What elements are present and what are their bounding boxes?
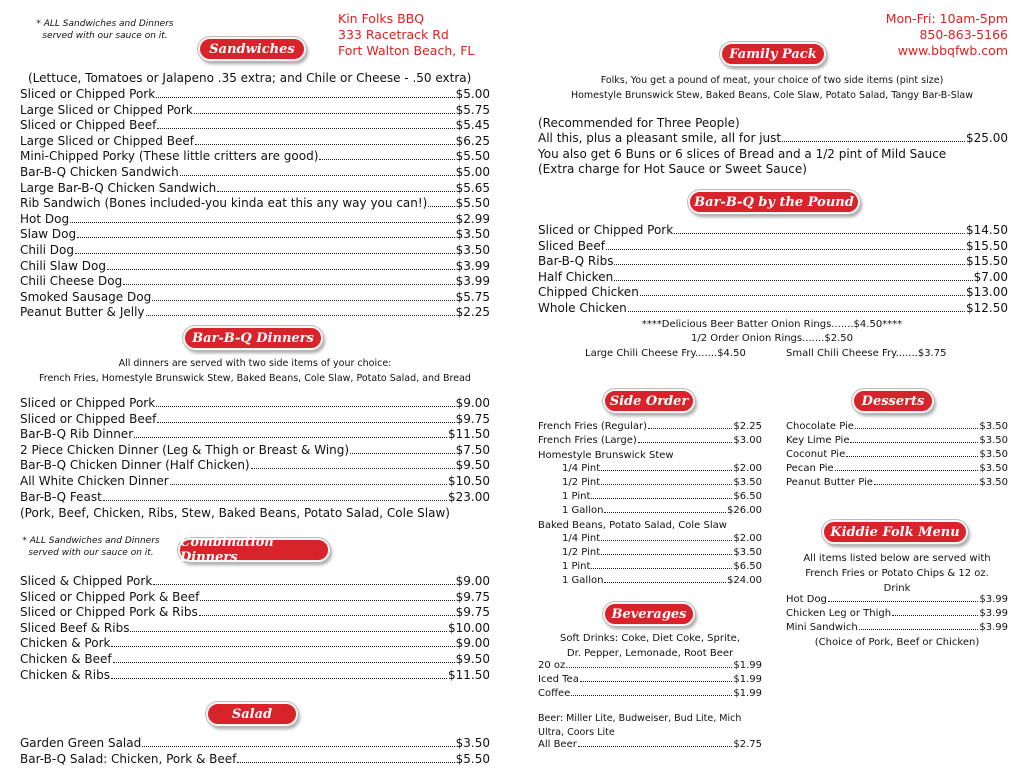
sandwich-row [20,227,490,243]
dot-leader [640,295,965,296]
dot-leader [591,568,732,569]
item-name: Chili Dog [20,243,74,257]
item-price: $9.75 [455,411,490,426]
dot-leader [601,470,732,471]
desserts-heading: Desserts [852,389,934,413]
combination-row [20,668,490,684]
pound-row [538,285,1008,301]
item-name: Bar-B-Q Chicken Dinner (Half Chicken) [20,458,250,473]
item-price: $5.50 [455,751,490,766]
dot-leader [892,615,978,616]
item-price: $3.00 [733,435,762,447]
item-price: $3.50 [979,435,1008,447]
item-price: $14.50 [966,223,1008,237]
item-name: Sliced or Chipped Pork [20,396,156,410]
item-name: 1 Pint [562,491,591,503]
dot-leader [855,428,978,429]
dot-leader [628,311,965,312]
dessert-row [786,477,1008,491]
item-price: $6.50 [733,491,762,503]
large-chili-cheese-fry: Large Chili Cheese Fry.......$4.50 [585,348,746,359]
dot-leader [859,629,979,630]
combination-row [20,590,490,606]
all-beer-row: All Beer $2.75 [538,739,762,750]
combination-row [20,621,490,637]
website: www.bbqfwb.com [897,43,1008,58]
item-name: Sliced Beef [538,238,605,253]
dinner-row [20,427,490,443]
item-price: $3.99 [979,622,1008,634]
item-name: Chocolate Pie [786,421,854,432]
item-name: French Fries (Large) [538,435,637,447]
dinner-row [20,458,490,474]
stew-row [562,463,762,477]
item-name: Iced Tea [538,674,579,686]
item-price: $9.50 [455,652,490,666]
item-price: $5.45 [455,118,490,133]
dinner-row [20,443,490,459]
dot-leader [195,144,455,145]
item-name: 1 Pint [562,561,591,573]
item-price: $23.00 [448,489,490,504]
item-price: $3.50 [979,463,1008,475]
dot-leader [604,582,726,583]
stew-row [562,491,762,505]
item-name: Rib Sandwich (Bones included-you kinda eat this any way you can!) [20,196,428,211]
item-name: Chicken & Ribs [20,667,110,682]
item-price: $2.00 [733,463,762,474]
item-price: $3.50 [979,477,1008,489]
dot-leader [571,695,732,696]
beans-row [562,547,762,561]
dot-leader [70,222,455,223]
hours: Mon-Fri: 10am-5pm [885,11,1008,26]
item-name: Sliced or Chipped Beef [20,118,157,133]
item-price: $9.00 [455,396,490,410]
dot-leader [850,442,978,443]
dot-leader [828,601,978,602]
item-price: $2.25 [733,421,762,432]
dot-leader [835,470,979,471]
item-name: All White Chicken Dinner [20,474,169,488]
item-price: $12.50 [966,301,1008,315]
family-extra-1: You also get 6 Buns or 6 slices of Bread and a 1/2 pint of Mild Sauce [538,147,947,161]
sandwich-row [20,305,490,321]
combination-row [20,574,490,590]
item-name: Chili Slaw Dog [20,258,106,273]
item-price: $2.25 [455,305,490,320]
family-recommended: (Recommended for Three People) [538,116,740,130]
beans-row [562,561,762,575]
item-name: Sliced or Chipped Pork & Ribs [20,605,198,620]
combination-row [20,636,490,652]
dinners-description: All dinners are served with two side items of your choice: French Fries, Homestyle Brunswick Stew, Baked Beans, Cole Slaw, Potato Salad, and Bread [39,358,471,384]
family-deal-row: All this, plus a pleasant smile, all for just $25.00 [538,131,1008,145]
item-name: Garden Green Salad [20,736,142,750]
dot-leader [77,237,455,238]
dot-leader [107,269,455,270]
family-extra-2: (Extra charge for Hot Sauce or Sweet Sauce) [538,162,807,176]
soft-drinks-description: Soft Drinks: Coke, Diet Coke, Sprite, Dr. Pepper, Lemonade, Root Beer [559,633,741,659]
item-name: Sliced Beef & Ribs [20,620,130,635]
item-price: $7.50 [455,442,490,457]
beans-row [562,575,762,589]
item-name: 1 Gallon [562,575,604,587]
item-name: Large Sliced or Chipped Pork [20,102,193,117]
dot-leader [606,249,965,250]
dot-leader [111,678,447,679]
item-name: Chicken & Pork [20,636,111,651]
item-price: $5.65 [455,180,490,195]
item-price: $3.50 [455,243,490,257]
item-name: Mini Sandwich [786,622,858,634]
item-price: $13.00 [966,285,1008,300]
dot-leader [194,113,455,114]
dot-leader [134,437,447,438]
item-price: $9.75 [455,605,490,620]
item-name: Sliced or Chipped Beef [20,411,157,426]
pound-row [538,270,1008,286]
dot-leader [874,484,978,485]
dot-leader [142,746,454,747]
stew-row [562,477,762,491]
sandwiches-heading: Sandwiches [198,37,306,61]
dot-leader [601,540,732,541]
item-name: Bar-B-Q Rib Dinner [20,427,134,442]
onion-rings: ****Delicious Beer Batter Onion Rings.......$4.50**** [641,319,903,330]
item-name: Bar-B-Q Feast [20,489,102,504]
dot-leader [123,284,454,285]
dot-leader [319,159,454,160]
item-price: $5.00 [455,165,490,179]
item-price: $5.75 [455,289,490,304]
kiddie-description: All items listed below are served with French Fries or Potato Chips & 12 oz. Drink [803,553,991,594]
sandwich-row [20,243,490,259]
dot-leader [638,442,733,443]
beverage-row [538,660,762,674]
item-price: $3.50 [455,736,490,750]
sandwiches-extras: (Lettuce, Tomatoes or Jalapeno .35 extra; and Chile or Cheese - .50 extra) [28,71,472,85]
item-name: Bar-B-Q Salad: Chicken, Pork & Beef [20,751,237,766]
item-price: $9.00 [455,636,490,651]
item-price: $3.99 [979,594,1008,605]
item-name: Key Lime Pie [786,435,850,447]
item-name: 1 Gallon [562,505,604,517]
item-name: Whole Chicken [538,301,627,315]
dessert-row [786,449,1008,463]
item-name: Smoked Sausage Dog [20,289,152,304]
kiddie-row [786,622,1008,636]
phone: 850-863-5166 [919,27,1008,42]
item-name: 1/4 Pint [562,533,601,544]
salad-heading: Salad [206,702,298,726]
dot-leader [614,280,972,281]
feast-note: (Pork, Beef, Chicken, Ribs, Stew, Baked Beans, Potato Salad, Cole Slaw) [20,506,450,520]
item-name: Coffee [538,688,571,700]
item-price: $2.00 [733,533,762,544]
item-name: Chicken & Beef [20,652,112,666]
dessert-row [786,463,1008,477]
item-price: $11.50 [448,667,490,682]
item-name: Sliced & Chipped Pork [20,574,153,588]
sandwich-row [20,274,490,290]
dot-leader [152,300,454,301]
item-price: $26.00 [727,505,762,517]
item-name: Sliced or Chipped Pork & Beef [20,589,200,604]
beer-description: Beer: Miller Lite, Budweiser, Bud Lite, Mich Ultra, Coors Lite [538,713,742,738]
combination-sauce-note: * ALL Sandwiches and Dinners served with our sauce on it. [22,536,160,558]
beverage-row [538,674,762,688]
dot-leader [156,406,454,407]
dot-leader [156,97,454,98]
dot-leader [251,468,455,469]
item-price: $5.50 [455,196,490,211]
item-price: $7.00 [973,269,1008,284]
dot-leader [199,615,455,616]
sandwich-row [20,196,490,212]
item-price: $3.50 [979,449,1008,461]
dot-leader [157,128,454,129]
item-name: Chipped Chicken [538,285,639,300]
dessert-row [786,421,1008,435]
kiddie-row [786,608,1008,622]
kiddie-menu-heading: Kiddie Folk Menu [822,520,968,544]
sub-heading: Baked Beans, Potato Salad, Cole Slaw [538,520,727,531]
address-line-2: Fort Walton Beach, FL [338,43,475,58]
item-name: Hot Dog [786,594,827,605]
sub-heading: Homestyle Brunswick Stew [538,450,674,461]
item-price: $9.75 [455,589,490,604]
beans-row [562,533,762,547]
item-name: Large Bar-B-Q Chicken Sandwich [20,180,217,195]
dot-leader [103,500,447,501]
item-name: Slaw Dog [20,227,77,242]
pound-row [538,239,1008,255]
item-name: Chili Cheese Dog [20,274,123,289]
pound-row [538,254,1008,270]
dinner-row [20,412,490,428]
item-price: $15.50 [966,238,1008,253]
side-row [538,435,762,449]
dinner-row [20,396,490,412]
side-order-heading: Side Order [603,389,695,413]
pound-row [538,301,1008,317]
item-price: $3.50 [733,477,762,489]
sandwich-row [20,118,490,134]
beverage-row [538,688,762,702]
item-name: French Fries (Regular) [538,421,648,432]
dot-leader [614,264,965,265]
item-price: $2.99 [455,211,490,226]
half-onion-rings: 1/2 Order Onion Rings.......$2.50 [691,333,853,344]
item-name: Sliced or Chipped Pork [20,87,156,101]
item-name: Chicken Leg or Thigh [786,608,892,620]
beverages-heading: Beverages [603,602,695,626]
sandwich-row [20,87,490,103]
item-name: Coconut Pie [786,449,846,461]
family-pack-description: Folks, You get a pound of meat, your choice of two side items (pint size) Homestyle Brunswick Stew, Baked Beans, Cole Slaw, Potato Salad, Tangy Bar-B-Slaw [570,75,974,101]
item-price: $3.50 [979,421,1008,432]
item-name: Hot Dog [20,211,70,226]
dinner-row [20,490,490,506]
business-info [338,11,474,59]
item-price: $3.50 [733,547,762,559]
dinner-row [20,474,490,490]
small-chili-cheese-fry: Small Chili Cheese Fry.......$3.75 [786,348,947,359]
item-price: $6.50 [733,561,762,573]
sauce-note: * ALL Sandwiches and Dinners served with our sauce on it. [36,19,174,41]
item-name: Peanut Butter & Jelly [20,305,145,320]
item-name: 1/2 Pint [562,477,601,489]
item-price: $10.00 [448,620,490,635]
business-name: Kin Folks BBQ [338,11,425,26]
dot-leader [350,453,455,454]
item-price: $6.25 [455,133,490,148]
item-name: Peanut Butter Pie [786,477,873,489]
item-name: 2 Piece Chicken Dinner (Leg & Thigh or Breast & Wing) [20,442,350,457]
dot-leader [111,646,454,647]
dot-leader [217,191,454,192]
item-name: Sliced or Chipped Pork [538,223,674,237]
dot-leader [130,631,447,632]
salad-row [20,736,490,752]
item-price: $15.50 [966,254,1008,269]
dot-leader [569,667,732,668]
kiddie-note: (Choice of Pork, Beef or Chicken) [814,637,980,648]
by-the-pound-heading: Bar-B-Q by the Pound [688,190,860,214]
sandwich-row [20,212,490,228]
item-name: Half Chicken [538,269,614,284]
item-price: $5.75 [455,102,490,117]
sandwich-row [20,181,490,197]
item-price: $1.99 [733,660,762,671]
item-name: 1/4 Pint [562,463,601,474]
dot-leader [428,206,454,207]
item-price: $10.50 [448,474,490,488]
address-line-1: 333 Racetrack Rd [338,27,449,42]
contact-info [886,11,1008,59]
dot-leader [180,175,455,176]
combination-heading: Combination Dinners [178,538,330,562]
item-name: Bar-B-Q Chicken Sandwich [20,165,179,179]
item-price: $24.00 [727,575,762,587]
item-price: $5.50 [455,149,490,164]
side-row [538,421,762,435]
family-pack-heading: Family Pack [720,42,826,66]
sandwich-row [20,134,490,150]
salad-row [20,752,490,768]
item-name: 1/2 Pint [562,547,601,559]
item-price: $1.99 [733,674,762,686]
item-price: $3.50 [455,227,490,242]
item-price: $3.99 [979,608,1008,620]
dot-leader [846,456,978,457]
stew-row [562,505,762,519]
combination-row [20,605,490,621]
sandwich-row [20,290,490,306]
item-price: $3.99 [455,258,490,273]
combination-row [20,652,490,668]
dot-leader [157,422,454,423]
sandwich-row [20,165,490,181]
dot-leader [591,498,732,499]
item-name: 20 oz. [538,660,569,671]
dot-leader [153,584,454,585]
item-price: $5.00 [455,87,490,101]
item-name: Mini-Chipped Porky (These little critters are good) [20,149,319,164]
item-name: Pecan Pie [786,463,834,475]
item-price: $11.50 [448,427,490,442]
sandwich-row [20,149,490,165]
dot-leader [113,662,455,663]
dot-leader [648,428,732,429]
dot-leader [237,762,454,763]
dot-leader [75,253,455,254]
dot-leader [601,484,732,485]
item-price: $9.50 [455,458,490,473]
item-name: Bar-B-Q Ribs [538,254,614,269]
dessert-row [786,435,1008,449]
dot-leader [604,512,726,513]
item-name: Large Sliced or Chipped Beef [20,133,194,148]
dot-leader [580,681,733,682]
dot-leader [200,600,454,601]
item-price: $9.00 [455,574,490,588]
item-price: $3.99 [455,274,490,289]
kiddie-row [786,594,1008,608]
sandwich-row [20,103,490,119]
item-price: $1.99 [733,688,762,700]
pound-row [538,223,1008,239]
dot-leader [146,315,455,316]
dot-leader [601,554,732,555]
dinners-heading: Bar-B-Q Dinners [183,326,323,350]
sandwich-row [20,259,490,275]
dot-leader [170,484,447,485]
dot-leader [674,233,965,234]
